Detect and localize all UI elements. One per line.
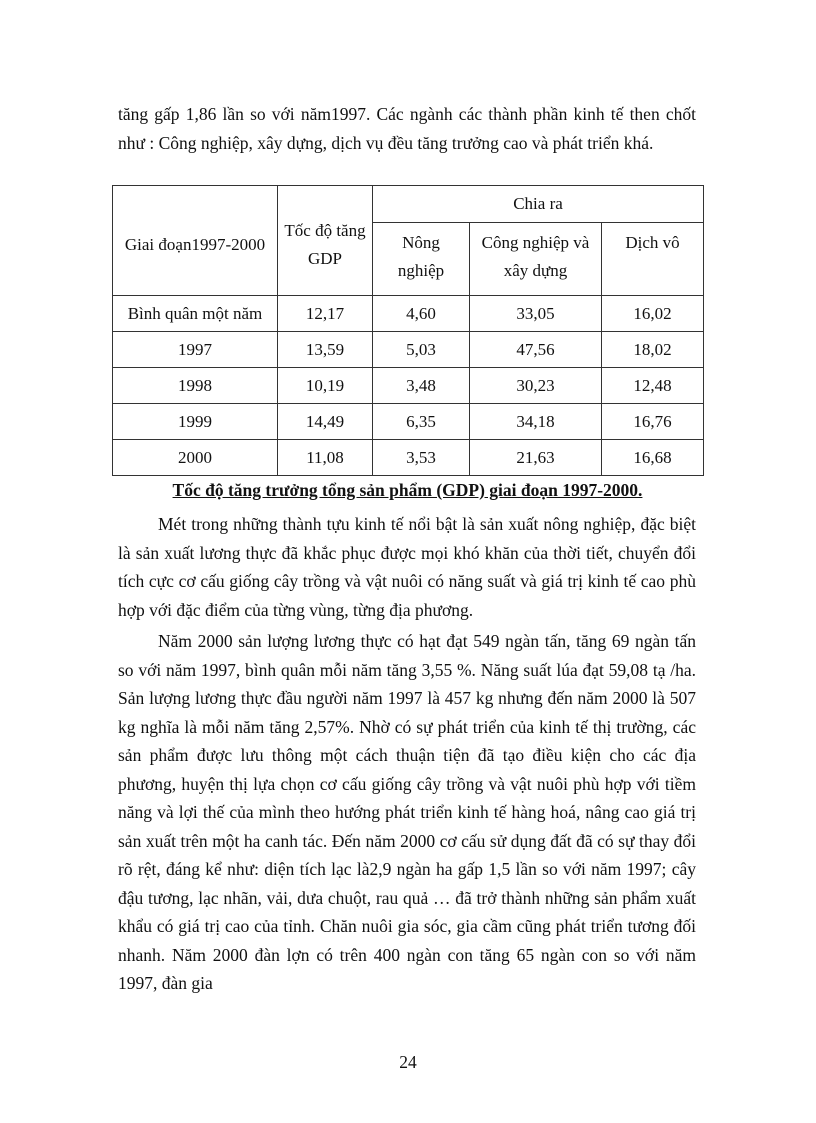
cell-services: 16,68 [602,440,704,476]
row-label: 2000 [113,440,278,476]
table-row [113,404,704,440]
cell-services: 18,02 [602,332,704,368]
cell-services: 16,02 [602,296,704,332]
cell-gdp: 10,19 [278,368,373,404]
row-label: Bình quân một năm [113,296,278,332]
cell-agriculture: 3,48 [373,368,470,404]
cell-agriculture: 6,35 [373,404,470,440]
cell-agriculture: 3,53 [373,440,470,476]
table-row [113,296,704,332]
cell-industry: 30,23 [470,368,602,404]
table-row [113,440,704,476]
header-agriculture: Nông nghiệp [373,223,470,296]
page-number: 24 [399,1052,417,1072]
cell-gdp: 11,08 [278,440,373,476]
cell-industry: 47,56 [470,332,602,368]
cell-industry: 33,05 [470,296,602,332]
row-label: 1998 [113,368,278,404]
cell-agriculture: 4,60 [373,296,470,332]
header-services: Dịch vô [602,223,704,296]
paragraph-intro: tăng gấp 1,86 lần so với năm1997. Các ngành các thành phần kinh tế then chốt như : Công nghiệp, xây dựng, dịch vụ đều tăng trưởng cao và phát triển khá. [118,104,696,153]
gdp-growth-table [112,185,704,476]
header-period: Giai đoạn1997-2000 [113,186,278,296]
cell-services: 12,48 [602,368,704,404]
header-gdp-rate: Tốc độ tăng GDP [278,186,373,296]
cell-services: 16,76 [602,404,704,440]
header-industry: Công nghiệp và xây dựng [470,223,602,296]
cell-industry: 34,18 [470,404,602,440]
table-row [113,332,704,368]
table-header-row [113,186,704,223]
cell-gdp: 12,17 [278,296,373,332]
table-caption: Tốc độ tăng trưởng tổng sản phẩm (GDP) giai đoạn 1997-2000. [172,480,643,500]
row-label: 1997 [113,332,278,368]
paragraph-production: Năm 2000 sản lượng lương thực có hạt đạt 549 ngàn tấn, tăng 69 ngàn tấn so với năm 1997, bình quân mỗi năm tăng 3,55 %. Năng suất lúa đạt 59,08 tạ /ha. Sản lượng lương thực đầu người năm 1997 là 457 kg nhưng đến năm 2000 là 507 kg nghĩa là mỗi năm tăng 2,57%. Nhờ có sự phát triển của kinh tế thị trường, các sản phẩm được lưu thông một cách thuận tiện đã tạo điều kiện cho các địa phương, huyện thị lựa chọn cơ cấu giống cây trồng và vật nuôi phù hợp với tiềm năng và lợi thế của mình theo hướng phát triển kinh tế hàng hoá, nâng cao giá trị sản xuất trên một ha canh tác. Đến năm 2000 cơ cấu sử dụng đất đã có sự thay đổi rõ rệt, đáng kể như: diện tích lạc là2,9 ngàn ha gấp 1,5 lần so với năm 1997; cây đậu tương, lạc nhãn, vải, dưa chuột, rau quả … đã trở thành những sản phẩm xuất khẩu có giá trị cao của tỉnh. Chăn nuôi gia sóc, gia cầm cũng phát triển tương đối nhanh. Năm 2000 đàn lợn có trên 400 ngàn con tăng 65 ngàn con so với năm 1997, đàn gia [118,631,696,993]
row-label: 1999 [113,404,278,440]
cell-industry: 21,63 [470,440,602,476]
table-row [113,368,704,404]
paragraph-agriculture: Mét trong những thành tựu kinh tế nổi bật là sản xuất nông nghiệp, đặc biệt là sản xuất lương thực đã khắc phục được mọi khó khăn của thời tiết, chuyển đổi tích cực cơ cấu giống cây trồng và vật nuôi có năng suất và giá trị kinh tế cao phù hợp với đặc điểm của từng vùng, từng địa phương. [118,514,696,620]
cell-agriculture: 5,03 [373,332,470,368]
cell-gdp: 14,49 [278,404,373,440]
cell-gdp: 13,59 [278,332,373,368]
header-breakdown: Chia ra [373,186,704,223]
